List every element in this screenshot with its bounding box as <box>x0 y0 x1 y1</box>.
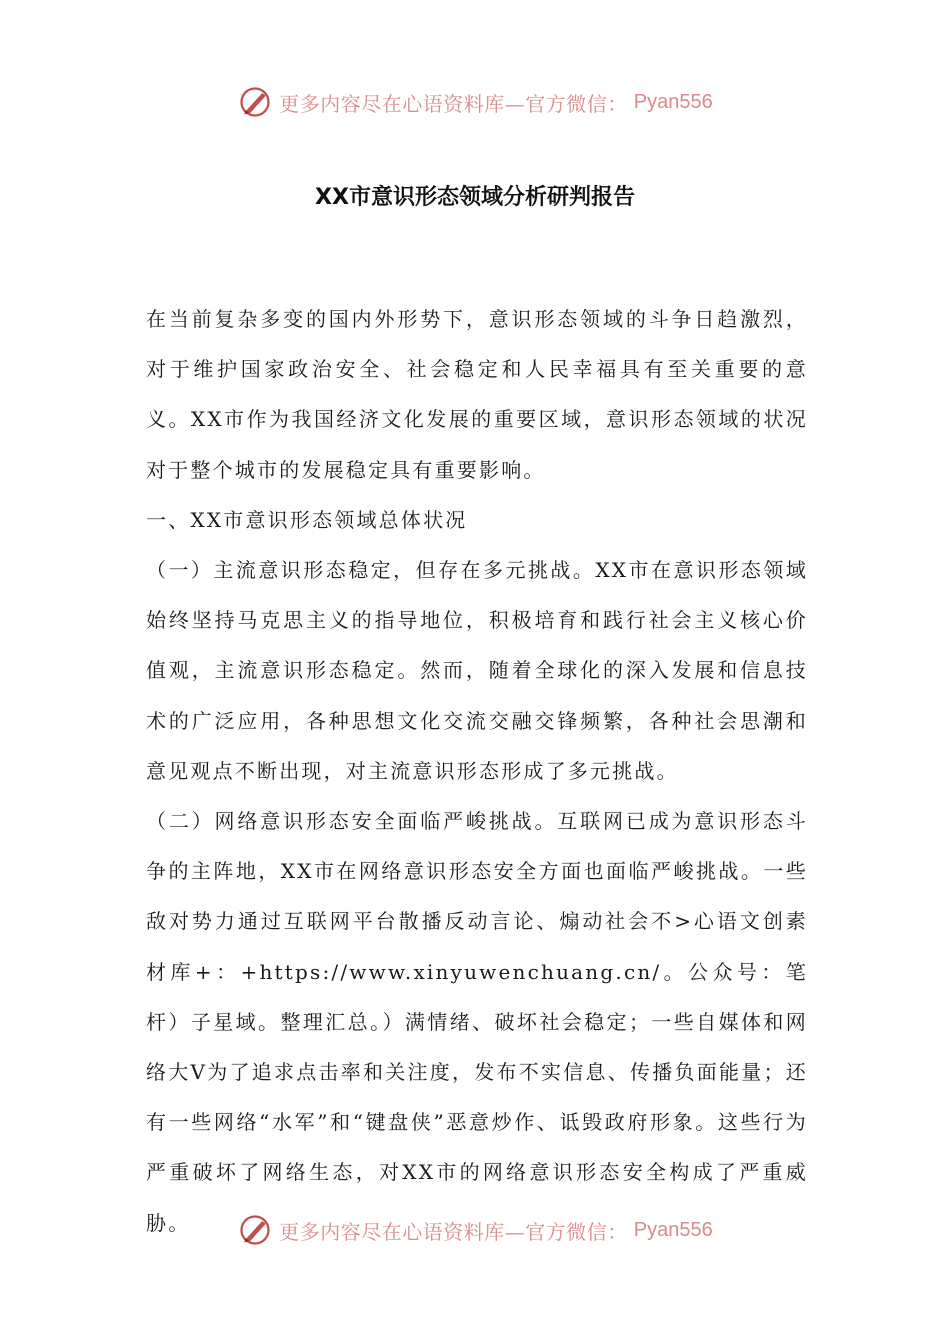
subsection-one-paragraph: （一）主流意识形态稳定，但存在多元挑战。XX市在意识形态领域始终坚持马克思主义的指导地位，积极培育和践行社会主义核心价值观，主流意识形态稳定。然而，随着全球化的深入发展和信息技术的广泛应用，各种思想文化交流交融交锋频繁，各种社会思潮和意见观点不断出现，对主流意识形态形成了多元挑战。 <box>146 558 808 783</box>
pen-logo-icon <box>237 1212 273 1248</box>
footer-banner <box>0 1208 950 1252</box>
section-heading: 一、XX市意识形态领域总体状况 <box>146 507 468 532</box>
banner-wechat-id: Pyan556 <box>633 1218 713 1241</box>
intro-paragraph: 在当前复杂多变的国内外形势下，意识形态领域的斗争日趋激烈，对于维护国家政治安全、社会稳定和人民幸福具有至关重要的意义。XX市作为我国经济文化发展的重要区域，意识形态领域的状况对于整个城市的发展稳定具有重要影响。 <box>146 307 808 482</box>
subsection-two-paragraph: （二）网络意识形态安全面临严峻挑战。互联网已成为意识形态斗争的主阵地，XX市在网络意识形态安全方面也面临严峻挑战。一些敌对势力通过互联网平台散播反动言论、煽动社会不>心语文创素材库+：+https://www.xinyuwenchuang.cn/。公众号：笔杆）子星域。整理汇总。）满情绪、破坏社会稳定；一些自媒体和网络大V为了追求点击率和关注度，发布不实信息、传播负面能量；还有一些网络“水军”和“键盘侠”恶意炒作、诋毁政府形象。这些行为严重破坏了网络生态，对XX市的网络意识形态安全构成了严重威胁。 <box>146 809 808 1235</box>
header-banner <box>0 80 950 124</box>
banner-wechat-id: Pyan556 <box>633 90 713 113</box>
pen-logo-icon <box>237 84 273 120</box>
banner-slogan: 更多内容尽在心语资料库—官方微信： <box>279 1219 628 1244</box>
document-title: XX市意识形态领域分析研判报告 <box>315 185 635 210</box>
document-body <box>146 294 808 1248</box>
banner-slogan: 更多内容尽在心语资料库—官方微信： <box>279 91 628 116</box>
